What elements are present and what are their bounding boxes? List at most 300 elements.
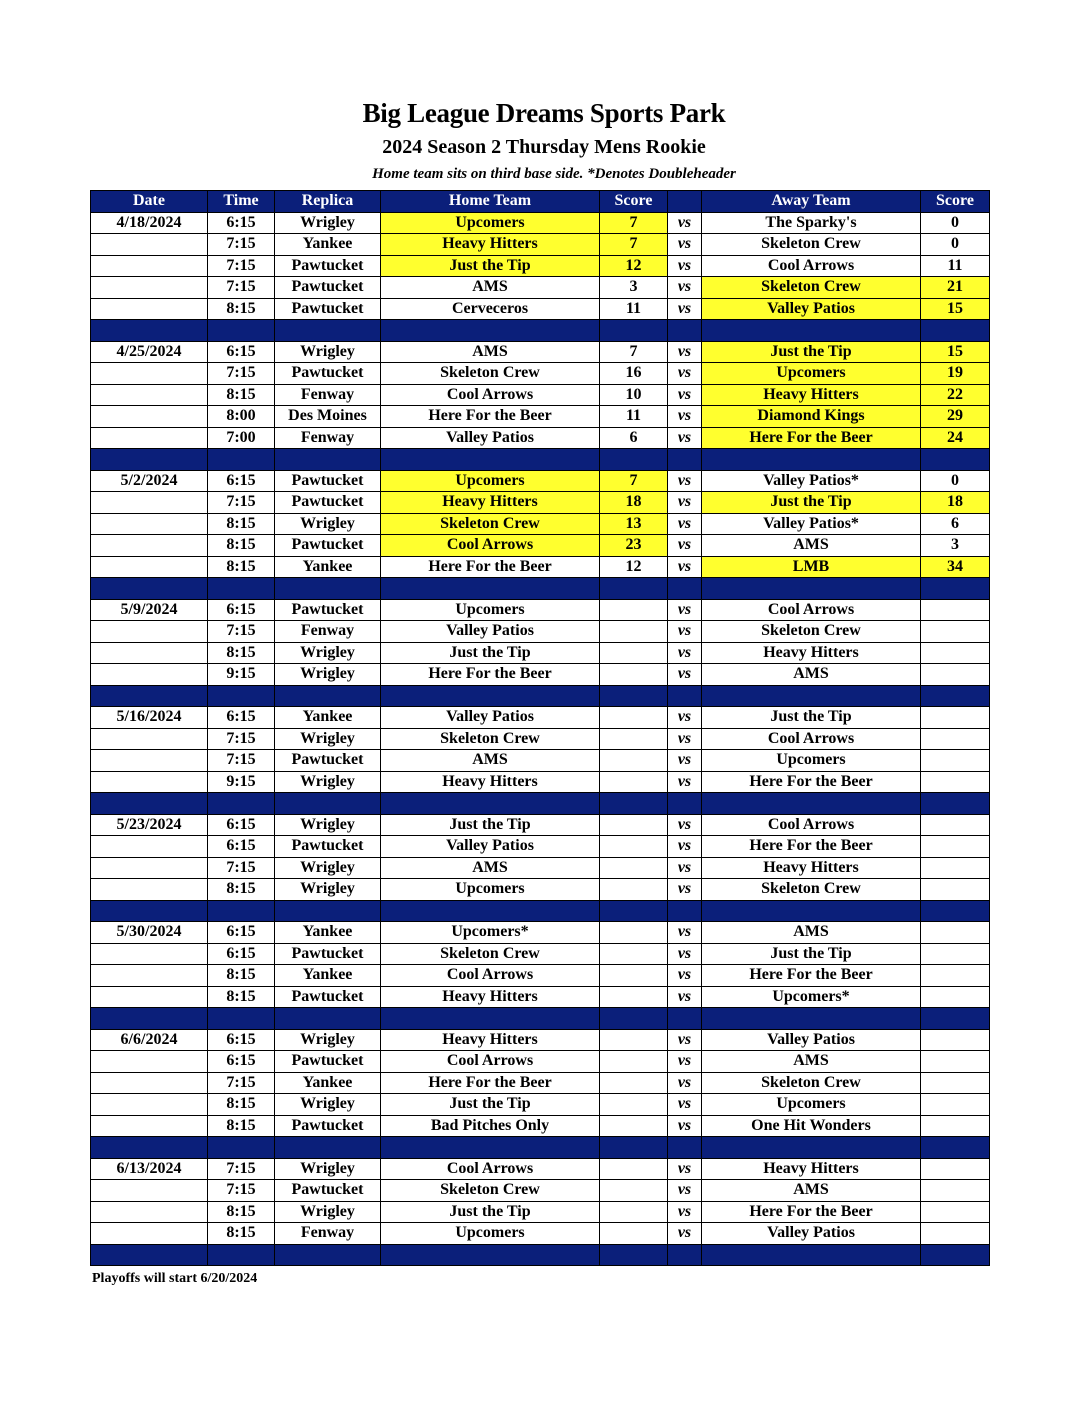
away-team: Heavy Hitters: [702, 1158, 921, 1180]
week-separator: [91, 1244, 990, 1266]
game-row: [91, 965, 990, 987]
away-team: Valley Patios*: [702, 513, 921, 535]
away-team: Skeleton Crew: [702, 879, 921, 901]
vs-label: vs: [668, 621, 702, 643]
home-score: [600, 986, 668, 1008]
home-score: [600, 707, 668, 729]
away-score: [921, 943, 990, 965]
game-field: Wrigley: [275, 341, 381, 363]
home-team: Upcomers: [381, 879, 600, 901]
vs-label: vs: [668, 384, 702, 406]
game-row: [91, 1051, 990, 1073]
game-time: 6:15: [208, 943, 275, 965]
away-score: 22: [921, 384, 990, 406]
away-team: Here For the Beer: [702, 965, 921, 987]
separator-cell: [702, 1137, 921, 1159]
separator-cell: [208, 1137, 275, 1159]
game-time: 8:15: [208, 1223, 275, 1245]
game-time: 7:15: [208, 492, 275, 514]
game-time: 7:00: [208, 427, 275, 449]
game-time: 8:15: [208, 642, 275, 664]
game-row: [91, 341, 990, 363]
home-score: 3: [600, 277, 668, 299]
game-time: 8:15: [208, 556, 275, 578]
vs-label: vs: [668, 771, 702, 793]
away-score: [921, 664, 990, 686]
game-row: [91, 943, 990, 965]
game-row: [91, 814, 990, 836]
game-field: Yankee: [275, 965, 381, 987]
vs-label: vs: [668, 707, 702, 729]
away-score: [921, 621, 990, 643]
game-row: [91, 255, 990, 277]
game-date: 5/16/2024: [91, 707, 208, 729]
away-score: [921, 728, 990, 750]
separator-cell: [921, 685, 990, 707]
home-team: Valley Patios: [381, 621, 600, 643]
game-field: Yankee: [275, 922, 381, 944]
game-row: [91, 1072, 990, 1094]
game-row: [91, 470, 990, 492]
page-title: Big League Dreams Sports Park: [362, 98, 726, 128]
vs-label: vs: [668, 642, 702, 664]
home-score: [600, 728, 668, 750]
separator-cell: [600, 900, 668, 922]
away-score: 34: [921, 556, 990, 578]
separator-cell: [668, 1244, 702, 1266]
game-row: [91, 642, 990, 664]
away-score: 15: [921, 298, 990, 320]
game-row: [91, 298, 990, 320]
game-date-empty: [91, 965, 208, 987]
week-separator: [91, 685, 990, 707]
game-time: 6:15: [208, 341, 275, 363]
home-team: Heavy Hitters: [381, 1029, 600, 1051]
game-date-empty: [91, 384, 208, 406]
game-date: 6/6/2024: [91, 1029, 208, 1051]
vs-label: vs: [668, 1158, 702, 1180]
vs-label: vs: [668, 965, 702, 987]
header-row: [91, 191, 990, 213]
separator-cell: [381, 1008, 600, 1030]
week-separator: [91, 793, 990, 815]
vs-label: vs: [668, 879, 702, 901]
separator-cell: [381, 320, 600, 342]
separator-cell: [921, 449, 990, 471]
game-date-empty: [91, 234, 208, 256]
game-time: 7:15: [208, 857, 275, 879]
vs-label: vs: [668, 535, 702, 557]
game-date-empty: [91, 535, 208, 557]
home-team: Just the Tip: [381, 642, 600, 664]
away-score: [921, 1029, 990, 1051]
game-time: 8:15: [208, 513, 275, 535]
home-score: [600, 1094, 668, 1116]
separator-cell: [381, 449, 600, 471]
game-row: [91, 664, 990, 686]
home-score: [600, 771, 668, 793]
game-date-empty: [91, 1094, 208, 1116]
away-score: [921, 1180, 990, 1202]
game-row: [91, 492, 990, 514]
vs-label: vs: [668, 298, 702, 320]
home-team: Cool Arrows: [381, 384, 600, 406]
home-team: Here For the Beer: [381, 1072, 600, 1094]
separator-cell: [208, 578, 275, 600]
game-date-empty: [91, 427, 208, 449]
separator-cell: [91, 900, 208, 922]
game-date-empty: [91, 1180, 208, 1202]
week-separator: [91, 1008, 990, 1030]
away-score: [921, 986, 990, 1008]
game-row: [91, 857, 990, 879]
away-team: Here For the Beer: [702, 1201, 921, 1223]
vs-label: vs: [668, 599, 702, 621]
away-team: Upcomers: [702, 1094, 921, 1116]
game-field: Pawtucket: [275, 1115, 381, 1137]
away-team: Valley Patios: [702, 298, 921, 320]
separator-cell: [208, 320, 275, 342]
separator-cell: [600, 1244, 668, 1266]
game-row: [91, 621, 990, 643]
away-team: Here For the Beer: [702, 427, 921, 449]
separator-cell: [921, 1008, 990, 1030]
separator-cell: [208, 449, 275, 471]
game-row: [91, 277, 990, 299]
col-header-home-score: Score: [600, 191, 668, 213]
separator-cell: [381, 793, 600, 815]
away-score: [921, 1051, 990, 1073]
game-date-empty: [91, 771, 208, 793]
away-team: Just the Tip: [702, 492, 921, 514]
away-score: [921, 707, 990, 729]
game-time: 7:15: [208, 363, 275, 385]
separator-cell: [921, 793, 990, 815]
game-field: Fenway: [275, 1223, 381, 1245]
game-row: [91, 922, 990, 944]
vs-label: vs: [668, 341, 702, 363]
home-team: Bad Pitches Only: [381, 1115, 600, 1137]
away-team: The Sparky's: [702, 212, 921, 234]
game-time: 8:15: [208, 535, 275, 557]
game-row: [91, 986, 990, 1008]
separator-cell: [275, 685, 381, 707]
game-date-empty: [91, 836, 208, 858]
separator-cell: [668, 793, 702, 815]
away-score: 0: [921, 470, 990, 492]
game-field: Wrigley: [275, 857, 381, 879]
game-date-empty: [91, 728, 208, 750]
game-date-empty: [91, 1115, 208, 1137]
away-team: Just the Tip: [702, 341, 921, 363]
vs-label: vs: [668, 1094, 702, 1116]
home-score: 12: [600, 556, 668, 578]
game-field: Wrigley: [275, 1158, 381, 1180]
week-separator: [91, 578, 990, 600]
home-score: [600, 750, 668, 772]
game-field: Wrigley: [275, 1094, 381, 1116]
away-team: AMS: [702, 535, 921, 557]
game-date-empty: [91, 642, 208, 664]
away-team: Cool Arrows: [702, 814, 921, 836]
home-team: AMS: [381, 277, 600, 299]
separator-cell: [275, 900, 381, 922]
vs-label: vs: [668, 836, 702, 858]
away-team: Skeleton Crew: [702, 1072, 921, 1094]
separator-cell: [702, 900, 921, 922]
vs-label: vs: [668, 427, 702, 449]
away-team: AMS: [702, 1051, 921, 1073]
game-date-empty: [91, 255, 208, 277]
game-time: 7:15: [208, 621, 275, 643]
home-score: [600, 879, 668, 901]
game-time: 6:15: [208, 470, 275, 492]
away-team: Heavy Hitters: [702, 642, 921, 664]
away-team: One Hit Wonders: [702, 1115, 921, 1137]
game-time: 6:15: [208, 922, 275, 944]
game-row: [91, 750, 990, 772]
game-time: 8:15: [208, 384, 275, 406]
separator-cell: [91, 449, 208, 471]
home-score: 11: [600, 298, 668, 320]
game-row: [91, 599, 990, 621]
separator-cell: [600, 578, 668, 600]
game-date-empty: [91, 298, 208, 320]
game-row: [91, 707, 990, 729]
away-team: Here For the Beer: [702, 836, 921, 858]
game-time: 7:15: [208, 234, 275, 256]
game-field: Pawtucket: [275, 492, 381, 514]
vs-label: vs: [668, 1180, 702, 1202]
separator-cell: [91, 1008, 208, 1030]
away-score: 29: [921, 406, 990, 428]
home-team: Just the Tip: [381, 1201, 600, 1223]
game-time: 7:15: [208, 1158, 275, 1180]
game-row: [91, 384, 990, 406]
game-time: 8:15: [208, 1201, 275, 1223]
game-field: Wrigley: [275, 642, 381, 664]
game-date-empty: [91, 879, 208, 901]
away-team: Upcomers*: [702, 986, 921, 1008]
game-time: 6:15: [208, 212, 275, 234]
game-date-empty: [91, 406, 208, 428]
week-separator: [91, 1137, 990, 1159]
home-score: 12: [600, 255, 668, 277]
away-score: [921, 965, 990, 987]
vs-label: vs: [668, 234, 702, 256]
game-field: Wrigley: [275, 212, 381, 234]
separator-cell: [275, 449, 381, 471]
separator-cell: [208, 1244, 275, 1266]
away-score: 18: [921, 492, 990, 514]
separator-cell: [275, 1244, 381, 1266]
separator-cell: [91, 320, 208, 342]
home-team: Upcomers: [381, 599, 600, 621]
away-team: Just the Tip: [702, 943, 921, 965]
game-date-empty: [91, 1201, 208, 1223]
game-date: 5/2/2024: [91, 470, 208, 492]
vs-label: vs: [668, 1223, 702, 1245]
away-team: Heavy Hitters: [702, 857, 921, 879]
separator-cell: [921, 578, 990, 600]
game-field: Pawtucket: [275, 535, 381, 557]
home-score: [600, 1158, 668, 1180]
game-time: 6:15: [208, 836, 275, 858]
separator-cell: [275, 320, 381, 342]
game-time: 6:15: [208, 707, 275, 729]
game-date-empty: [91, 492, 208, 514]
away-score: [921, 814, 990, 836]
separator-cell: [668, 685, 702, 707]
home-team: Just the Tip: [381, 1094, 600, 1116]
home-score: [600, 965, 668, 987]
separator-cell: [702, 320, 921, 342]
game-date-empty: [91, 943, 208, 965]
game-field: Wrigley: [275, 664, 381, 686]
game-field: Pawtucket: [275, 836, 381, 858]
home-team: Upcomers: [381, 1223, 600, 1245]
game-field: Fenway: [275, 384, 381, 406]
game-row: [91, 556, 990, 578]
game-date: 5/9/2024: [91, 599, 208, 621]
game-field: Pawtucket: [275, 363, 381, 385]
home-team: Skeleton Crew: [381, 1180, 600, 1202]
separator-cell: [381, 578, 600, 600]
home-score: [600, 1180, 668, 1202]
game-time: 7:15: [208, 1180, 275, 1202]
schedule-table: [90, 190, 990, 1266]
separator-cell: [600, 1137, 668, 1159]
away-team: Cool Arrows: [702, 599, 921, 621]
away-team: AMS: [702, 1180, 921, 1202]
game-date-empty: [91, 750, 208, 772]
game-row: [91, 728, 990, 750]
away-team: Valley Patios: [702, 1029, 921, 1051]
game-date-empty: [91, 513, 208, 535]
away-team: Diamond Kings: [702, 406, 921, 428]
game-date-empty: [91, 986, 208, 1008]
vs-label: vs: [668, 1029, 702, 1051]
col-header-replica: Replica: [275, 191, 381, 213]
week-separator: [91, 320, 990, 342]
away-score: [921, 836, 990, 858]
vs-label: vs: [668, 943, 702, 965]
separator-cell: [600, 320, 668, 342]
col-header-away-team: Away Team: [702, 191, 921, 213]
away-team: Cool Arrows: [702, 728, 921, 750]
home-team: Valley Patios: [381, 427, 600, 449]
vs-label: vs: [668, 513, 702, 535]
home-team: Heavy Hitters: [381, 234, 600, 256]
separator-cell: [381, 1244, 600, 1266]
game-row: [91, 836, 990, 858]
vs-label: vs: [668, 1051, 702, 1073]
home-team: Valley Patios: [381, 836, 600, 858]
away-team: Skeleton Crew: [702, 621, 921, 643]
away-team: Heavy Hitters: [702, 384, 921, 406]
separator-cell: [921, 1244, 990, 1266]
game-date: 4/25/2024: [91, 341, 208, 363]
game-time: 8:15: [208, 986, 275, 1008]
home-score: 11: [600, 406, 668, 428]
game-field: Fenway: [275, 427, 381, 449]
home-team: Here For the Beer: [381, 406, 600, 428]
away-team: Upcomers: [702, 363, 921, 385]
separator-cell: [702, 449, 921, 471]
separator-cell: [668, 320, 702, 342]
game-time: 6:15: [208, 1029, 275, 1051]
away-score: [921, 922, 990, 944]
game-row: [91, 234, 990, 256]
home-score: [600, 1072, 668, 1094]
game-field: Pawtucket: [275, 1051, 381, 1073]
home-score: [600, 857, 668, 879]
separator-cell: [600, 449, 668, 471]
game-time: 8:15: [208, 965, 275, 987]
page-subtitle: 2024 Season 2 Thursday Mens Rookie: [382, 136, 706, 158]
separator-cell: [600, 1008, 668, 1030]
game-row: [91, 879, 990, 901]
home-score: [600, 1115, 668, 1137]
week-separator: [91, 449, 990, 471]
game-field: Wrigley: [275, 513, 381, 535]
home-team: Cool Arrows: [381, 535, 600, 557]
game-row: [91, 1158, 990, 1180]
home-score: 10: [600, 384, 668, 406]
home-team: AMS: [381, 341, 600, 363]
vs-label: vs: [668, 922, 702, 944]
home-score: [600, 814, 668, 836]
separator-cell: [275, 1008, 381, 1030]
game-field: Wrigley: [275, 814, 381, 836]
game-row: [91, 1201, 990, 1223]
game-time: 8:15: [208, 879, 275, 901]
separator-cell: [381, 685, 600, 707]
game-field: Fenway: [275, 621, 381, 643]
game-date-empty: [91, 664, 208, 686]
game-field: Pawtucket: [275, 255, 381, 277]
vs-label: vs: [668, 556, 702, 578]
vs-label: vs: [668, 1115, 702, 1137]
away-score: [921, 1201, 990, 1223]
game-row: [91, 406, 990, 428]
game-date-empty: [91, 1223, 208, 1245]
away-team: Just the Tip: [702, 707, 921, 729]
game-time: 6:15: [208, 1051, 275, 1073]
game-time: 7:15: [208, 728, 275, 750]
home-team: Heavy Hitters: [381, 492, 600, 514]
home-score: 23: [600, 535, 668, 557]
away-team: Valley Patios: [702, 1223, 921, 1245]
game-date-empty: [91, 857, 208, 879]
game-time: 8:15: [208, 298, 275, 320]
home-team: Here For the Beer: [381, 664, 600, 686]
game-time: 7:15: [208, 255, 275, 277]
col-header-vs: [668, 191, 702, 213]
game-row: [91, 1223, 990, 1245]
vs-label: vs: [668, 728, 702, 750]
game-field: Pawtucket: [275, 277, 381, 299]
away-score: [921, 771, 990, 793]
home-team: Cool Arrows: [381, 1158, 600, 1180]
game-field: Yankee: [275, 234, 381, 256]
game-field: Des Moines: [275, 406, 381, 428]
vs-label: vs: [668, 212, 702, 234]
home-score: 18: [600, 492, 668, 514]
game-time: 6:15: [208, 599, 275, 621]
away-score: 15: [921, 341, 990, 363]
away-score: [921, 857, 990, 879]
